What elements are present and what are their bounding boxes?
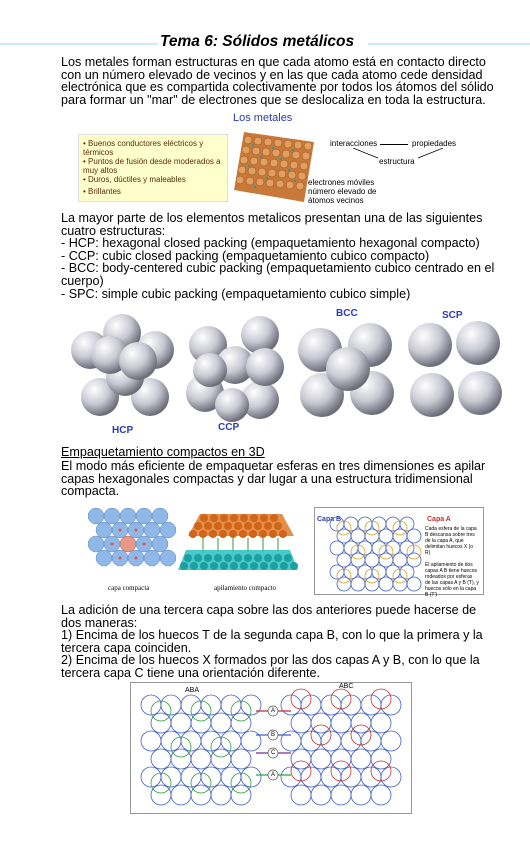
title-rule-right — [368, 43, 530, 45]
property-text: Brillantes — [88, 187, 121, 196]
third-layer-paragraph: La adición de una tercera capa sobre las dos anteriores puede hacerse de dos maneras: 1) Encima de los huecos T de la segunda capa B, con lo que la primera y la tercera capa coinciden. 2) Encima de los huecos X formados por las dos capas A y B, con lo que la tercera capa C tiene una orientación diferente. — [61, 603, 483, 680]
figure-metales-title: Los metales — [233, 112, 293, 124]
label-scp: SCP — [442, 310, 463, 321]
label-abc: ABC — [339, 683, 354, 690]
arrow-label: A — [271, 772, 276, 778]
property-item: • Buenos conductores eléctricos y térmicos — [83, 139, 204, 157]
title-rule-left — [0, 43, 158, 45]
capas-ab-figure — [314, 507, 484, 598]
figure-metales — [78, 112, 478, 207]
hcp-structure — [71, 314, 174, 416]
scp-structure — [408, 321, 502, 417]
packing-heading: Empaquetamiento compactos en 3D — [61, 445, 265, 459]
capas-ab-notes: Cada esfera de la capa B descansa sobre tres de la capa A, que delimitan huecos X (o R) El apilamiento de dos capas A B tiene huecos rodeados por esferas de las capas A y B (T), y huecos sólo en la capa B (T') — [425, 526, 479, 598]
label-ccp: CCP — [218, 422, 240, 433]
label-capa-a: Capa A — [427, 516, 451, 523]
packing-paragraph: El modo más eficiente de empaquetar esferas en tres dimensiones es apilar capas hexagonales compactas y dar lugar a una estructura tridimensional compacta. — [61, 459, 486, 499]
properties-box — [78, 134, 228, 202]
bcc-structure — [298, 323, 394, 417]
property-text: Duros, dúctiles y maleables — [88, 175, 186, 184]
label-capa-b: Capa B — [317, 516, 342, 523]
apilamiento-compacto-figure — [178, 508, 298, 580]
arrow-label: B — [271, 732, 276, 738]
structures-intro: La mayor parte de los elementos metalicos presentan una de las siguientes cuatro estructuras: — [61, 211, 483, 238]
concept-interacciones: interacciones — [330, 139, 378, 148]
label-aba: ABA — [185, 687, 200, 694]
crystal-structures-figure — [60, 305, 510, 445]
structure-item: - SPC: simple cubic packing (empaquetamiento cubico simple) — [61, 286, 411, 301]
property-item: • Puntos de fusión desde moderados a muy altos — [83, 157, 221, 175]
caption-capa-compacta: capa compacta — [108, 584, 150, 592]
label-bcc: BCC — [336, 308, 358, 319]
structure-item: - BCC: body-centered cubic packing (empaquetamiento cubico centrado en el cuerpo) — [61, 261, 495, 288]
page-title: Tema 6: Sólidos metálicos — [160, 33, 355, 50]
figure-metales-caption: electrones móviles número elevado de átomos vecinos — [308, 178, 377, 205]
aba-abc-diagram — [131, 683, 411, 813]
property-item: • Duros, dúctiles y maleables — [83, 175, 186, 184]
aba-abc-figure — [130, 682, 412, 814]
ccp-structure — [186, 316, 284, 422]
capas-ab-diagram — [329, 514, 425, 594]
arrow-label: C — [271, 750, 276, 756]
structure-item: - CCP: cubic closed packing (empaquetamiento cubico compacto) — [61, 248, 430, 263]
metal-lattice-image — [234, 132, 314, 202]
concept-connector — [380, 144, 408, 145]
property-text: Puntos de fusión desde moderados a muy altos — [83, 157, 221, 175]
structure-item: - HCP: hexagonal closed packing (empaquetamiento hexagonal compacto) — [61, 236, 480, 251]
label-hcp: HCP — [112, 425, 134, 436]
concept-propiedades: propiedades — [412, 139, 457, 148]
property-text: Buenos conductores eléctricos y térmicos — [83, 139, 204, 157]
caption-apilamiento-compacto: apilamiento compacto — [214, 584, 277, 592]
structures-block — [61, 212, 526, 300]
arrow-label: A — [271, 708, 276, 714]
concept-estructura: estructura — [379, 157, 415, 166]
property-item: • Brillantes — [83, 187, 121, 196]
intro-paragraph: Los metales forman estructuras en que cada atomo está en contacto directo con un número elevado de vecinos y en las que cada atomo cede densidad electrónica que es compartida colectivamente por todos los átomos del sólido para formar un "mar" de electrones que se deslocaliza en toda la estructura. — [61, 55, 494, 107]
capa-compacta-figure — [88, 508, 176, 580]
